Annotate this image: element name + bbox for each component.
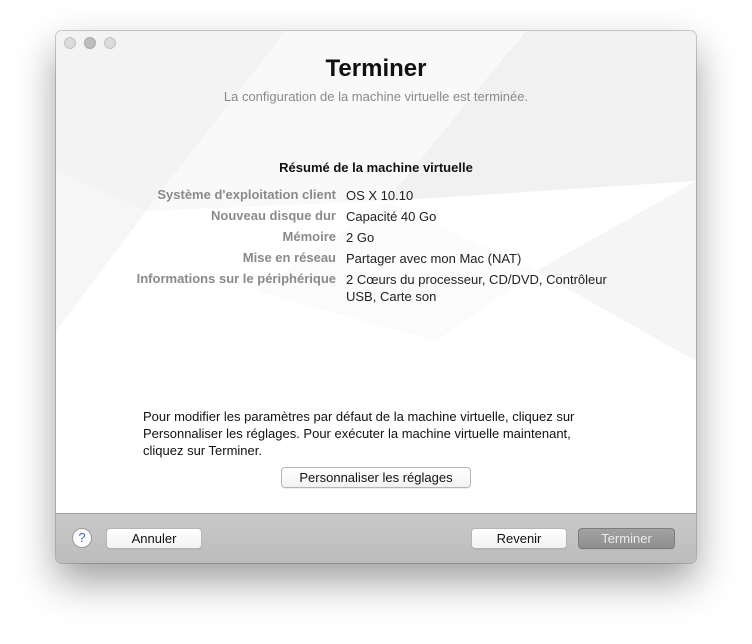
- page-title: Terminer: [325, 55, 427, 82]
- summary-key: Informations sur le périphérique: [136, 271, 336, 286]
- summary-key: Mise en réseau: [242, 250, 336, 265]
- summary-key: Système d'exploitation client: [157, 187, 336, 202]
- summary-value: OS X 10.10: [346, 188, 414, 203]
- cancel-button[interactable]: Annuler: [106, 528, 202, 549]
- summary-value: 2 Go: [346, 230, 375, 245]
- back-button[interactable]: Revenir: [471, 528, 567, 549]
- assistant-window: [56, 31, 696, 563]
- customize-settings-button[interactable]: Personnaliser les réglages: [281, 467, 471, 488]
- finish-button[interactable]: Terminer: [578, 528, 675, 549]
- summary-key: Mémoire: [282, 229, 336, 244]
- description-text: Pour modifier les paramètres par défaut de la machine virtuelle, cliquez sur Personnaliser les réglages. Pour exécuter la machine virtuelle maintenant, cliquez sur Terminer.: [143, 409, 575, 458]
- close-button[interactable]: [64, 37, 76, 49]
- summary-heading: Résumé de la machine virtuelle: [279, 160, 473, 175]
- summary-value: 2 Cœurs du processeur, CD/DVD, Contrôleur USB, Carte son: [346, 272, 607, 304]
- footer-bar: [56, 513, 696, 563]
- page-subtitle: La configuration de la machine virtuelle est terminée.: [223, 89, 529, 104]
- help-icon[interactable]: ?: [72, 528, 92, 548]
- summary-key: Nouveau disque dur: [211, 208, 336, 223]
- window-controls: [64, 37, 116, 49]
- summary-value: Capacité 40 Go: [346, 209, 437, 224]
- summary-value: Partager avec mon Mac (NAT): [346, 251, 522, 266]
- minimize-button[interactable]: [84, 37, 96, 49]
- zoom-button[interactable]: [104, 37, 116, 49]
